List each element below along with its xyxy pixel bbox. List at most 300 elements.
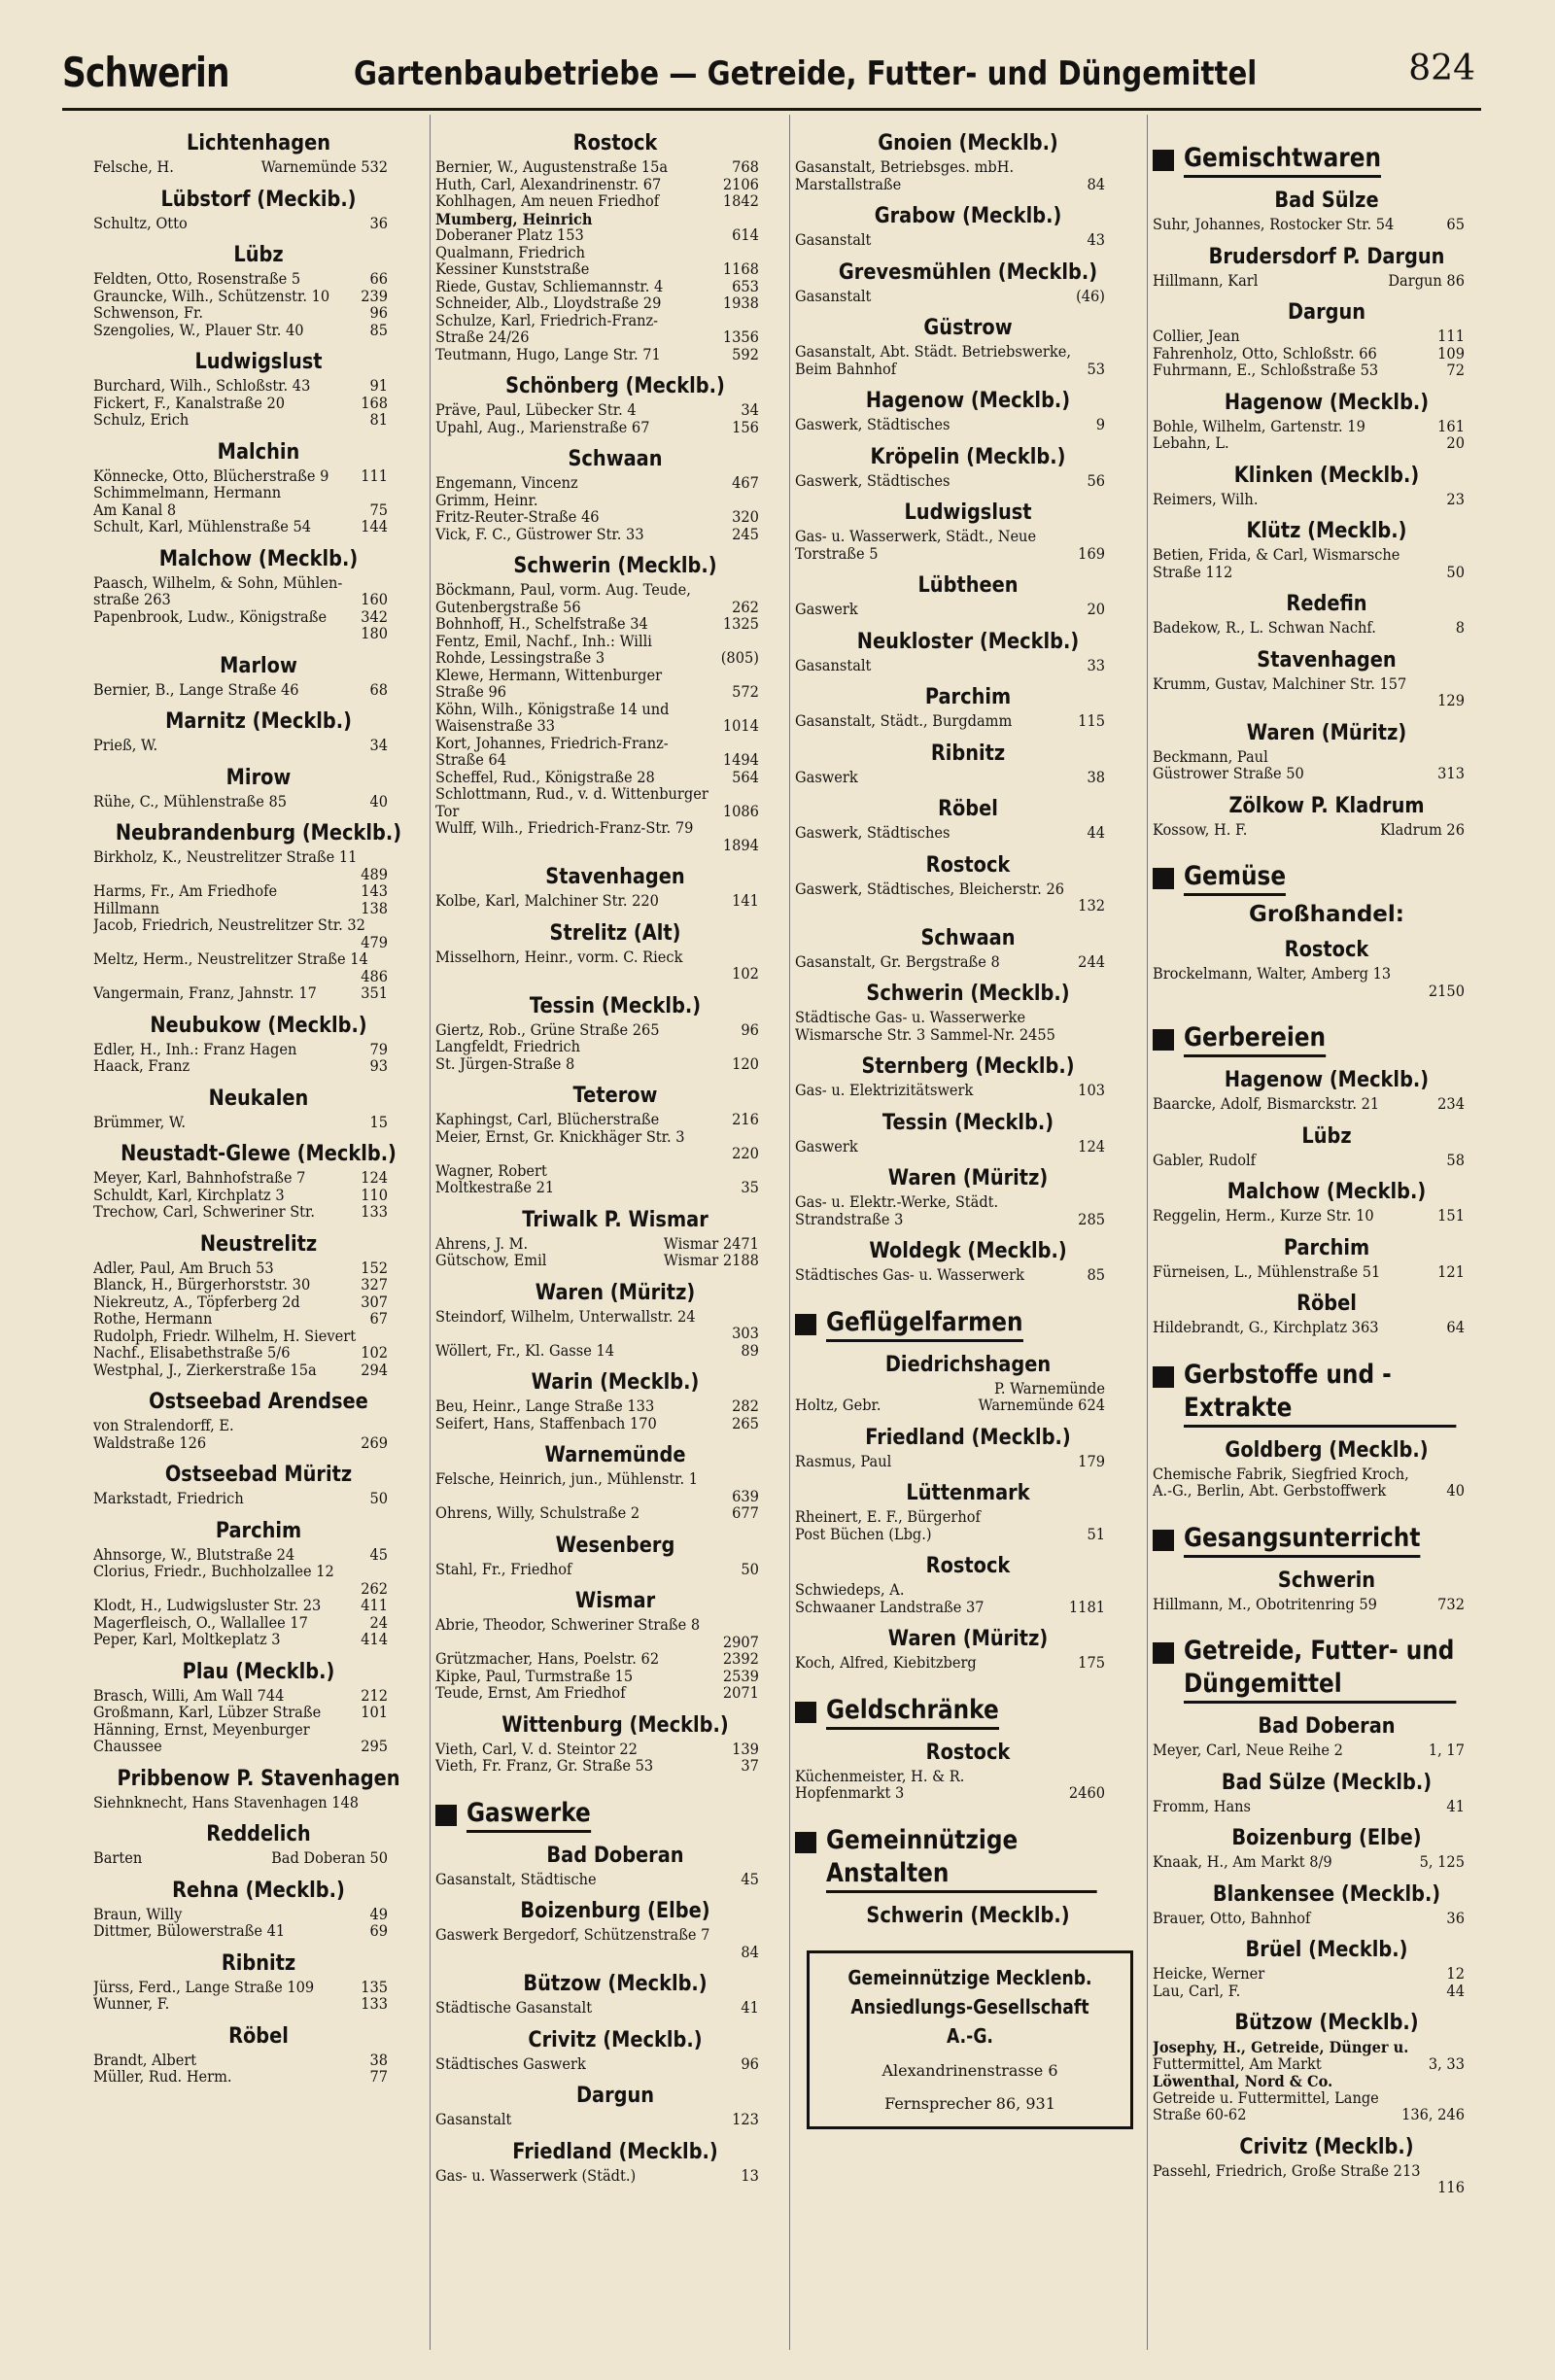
listing-entry xyxy=(93,396,423,413)
listing-name: Hillmann, Karl xyxy=(1153,271,1259,290)
locality-heading: Bad Doberan xyxy=(546,1843,684,1868)
listing-name: Straße 112 xyxy=(1153,563,1233,581)
listing-entry xyxy=(435,804,794,821)
listing-phone: 169 xyxy=(1078,544,1105,563)
listing-name: Gütschow, Emil xyxy=(435,1252,547,1269)
locality-heading: Waren (Müritz) xyxy=(887,1166,1049,1190)
listing-entry xyxy=(435,1343,794,1361)
section-heading xyxy=(795,1824,1141,1893)
listing-name: Fuhrmann, E., Schloßstraße 53 xyxy=(1153,362,1379,379)
listing-entry xyxy=(795,1454,1140,1471)
locality-heading: Bad Doberan xyxy=(1258,1714,1396,1739)
listing-name xyxy=(435,1488,440,1505)
listing-phone: 12 xyxy=(1446,1965,1465,1983)
listing-entry xyxy=(795,1527,1140,1544)
section-title-text: Gerbstoffe und -Extrakte xyxy=(1184,1359,1456,1428)
listing-entry xyxy=(435,402,794,420)
listing-phone: Kladrum 26 xyxy=(1380,820,1465,839)
listing-name: Edler, H., Inh.: Franz Hagen xyxy=(93,1040,297,1058)
listing-name: Lau, Carl, F. xyxy=(1153,1982,1241,2000)
section-heading xyxy=(435,1797,795,1833)
listing-phone: 91 xyxy=(369,377,389,395)
listing-name: Fahrenholz, Otto, Schloßstr. 66 xyxy=(1153,344,1377,362)
listing-entry xyxy=(93,1598,423,1615)
locality-heading: Schwaan xyxy=(568,447,663,471)
listing-name: Brandt, Albert xyxy=(93,2051,197,2069)
listing-phone: 50 xyxy=(741,1560,759,1578)
locality-heading: Neukloster (Mecklb.) xyxy=(856,629,1080,654)
listing-name: Stahl, Fr., Friedhof xyxy=(435,1560,572,1578)
listing-phone: 144 xyxy=(361,518,389,535)
listing-entry xyxy=(795,658,1140,675)
listing-name xyxy=(93,625,98,642)
listing-entry xyxy=(795,344,1140,362)
listing-name: Am Kanal 8 xyxy=(93,500,177,519)
listing-name: Grützmacher, Hans, Poelstr. 62 xyxy=(435,1650,660,1668)
listing-entry xyxy=(435,1326,794,1343)
listing-phone: 121 xyxy=(1437,1262,1465,1281)
listing-entry xyxy=(795,1582,1140,1600)
listing-entry xyxy=(435,1022,794,1040)
listing-name: Nachf., Elisabethstraße 5/6 xyxy=(93,1344,291,1362)
section-title-text: Getreide, Futter- und Düngemittel xyxy=(1184,1635,1456,1704)
listing-entry xyxy=(93,592,423,609)
listing-name: Gaswerk, Städtisches xyxy=(795,824,950,842)
listing-entry xyxy=(795,1010,1140,1027)
listing-phone: 44 xyxy=(1087,824,1105,842)
listing-phone: 129 xyxy=(1437,692,1465,709)
listing-phone: 262 xyxy=(361,1579,389,1598)
listing-phone: 653 xyxy=(732,277,759,295)
listing-name: Strandstraße 3 xyxy=(795,1210,904,1228)
listing-name: Marstallstraße xyxy=(795,175,902,193)
locality-heading: Wismar xyxy=(574,1589,656,1613)
locality-heading: Waren (Müritz) xyxy=(887,1627,1049,1651)
listing-name: Steindorf, Wilhelm, Unterwallstr. 24 xyxy=(435,1307,696,1326)
listing-entry xyxy=(435,1163,794,1181)
locality-heading: Friedland (Mecklb.) xyxy=(865,1425,1071,1450)
listing-entry xyxy=(1153,1096,1500,1114)
listing-phone: 285 xyxy=(1078,1210,1105,1228)
listing-name: Schuldt, Karl, Kirchplatz 3 xyxy=(93,1186,285,1204)
listing-phone: 179 xyxy=(1078,1452,1105,1470)
listing-name: Bernier, W., Augustenstraße 15a xyxy=(435,158,669,176)
listing-phone: 2392 xyxy=(722,1650,759,1668)
locality-heading: Crivitz (Mecklb.) xyxy=(1239,2134,1414,2159)
listing-entry xyxy=(1153,2039,1500,2056)
listing-name: Badekow, R., L. Schwan Nachf. xyxy=(1153,619,1376,637)
listing-name: Schultz, Otto xyxy=(93,214,188,232)
listing-name: Ahnsorge, W., Blutstraße 24 xyxy=(93,1545,295,1564)
listing-entry xyxy=(435,1056,794,1074)
listing-name: Getreide u. Futtermittel, Lange xyxy=(1153,2088,1379,2107)
listing-phone: 111 xyxy=(1437,328,1465,345)
locality-heading: Bad Sülze (Mecklb.) xyxy=(1221,1770,1433,1795)
listing-entry xyxy=(93,1923,423,1941)
locality-heading: Hagenow (Mecklb.) xyxy=(865,389,1071,413)
locality-heading: Tessin (Mecklb.) xyxy=(881,1110,1054,1135)
ad-street: Alexandrinenstrasse 6 xyxy=(881,2060,1058,2080)
listing-entry xyxy=(1153,766,1500,783)
listing-entry xyxy=(1153,1264,1500,1282)
listing-phone: 2071 xyxy=(722,1684,759,1702)
listing-name: Fromm, Hans xyxy=(1153,1797,1252,1815)
listing-entry xyxy=(93,849,423,867)
listing-phone: 220 xyxy=(732,1145,759,1162)
listing-entry xyxy=(93,305,423,323)
listing-phone: Bad Doberan 50 xyxy=(271,1849,389,1867)
listing-name: Meyer, Carl, Neue Reihe 2 xyxy=(1153,1742,1343,1759)
listing-phone: 2539 xyxy=(722,1667,759,1685)
listing-entry xyxy=(1153,620,1500,638)
listing-name: Böckmann, Paul, vorm. Aug. Teude, xyxy=(435,581,691,599)
listing-entry xyxy=(93,378,423,396)
listing-name: Gasanstalt, Abt. Städt. Betriebswerke, xyxy=(795,343,1071,361)
listing-entry xyxy=(435,1651,794,1669)
locality-heading: Bützow (Mecklb.) xyxy=(1234,2011,1419,2035)
listing-phone: 45 xyxy=(369,1545,389,1564)
listing-entry xyxy=(93,1491,423,1508)
listing-phone: 84 xyxy=(741,1943,759,1961)
listing-name: Städtische Gas- u. Wasserwerke xyxy=(795,1009,1026,1026)
locality-heading: Stavenhagen xyxy=(1257,647,1397,673)
section-title xyxy=(1184,1522,1420,1558)
listing-entry xyxy=(435,1253,794,1270)
listing-entry xyxy=(1153,1966,1500,1983)
listing-entry xyxy=(435,1505,794,1523)
listing-name xyxy=(795,897,800,914)
listing-name: Schult, Karl, Mühlenstraße 54 xyxy=(93,518,312,535)
listing-name: Qualmann, Friedrich xyxy=(435,243,586,261)
listing-entry xyxy=(435,1129,794,1147)
listing-name: Meltz, Herm., Neustrelitzer Straße 14 xyxy=(93,950,368,968)
listing-phone: 212 xyxy=(361,1686,389,1705)
listing-name: Grimm, Heinr. xyxy=(435,491,538,509)
locality-heading: Neubrandenburg (Mecklb.) xyxy=(115,821,402,845)
listing-entry xyxy=(435,1180,794,1197)
locality-heading: Schwaan xyxy=(920,925,1016,950)
listing-entry xyxy=(93,1615,423,1633)
listing-name: Braun, Willy xyxy=(93,1905,183,1923)
listing-phone: 43 xyxy=(1087,231,1105,249)
locality-heading: Mirow xyxy=(225,765,292,790)
listing-phone: 564 xyxy=(732,768,759,786)
listing-entry xyxy=(1153,1742,1500,1760)
locality-heading: Bützow (Mecklb.) xyxy=(523,1972,708,1996)
listing-name: Papenbrook, Ludw., Königstraße xyxy=(93,607,328,626)
listing-phone: 239 xyxy=(361,287,389,305)
listing-name: Hänning, Ernst, Meyenburger xyxy=(93,1720,310,1739)
listing-name: Gasanstalt xyxy=(795,287,872,305)
listing-phone: 5, 125 xyxy=(1419,1853,1465,1871)
listing-name: Straße 64 xyxy=(435,751,507,769)
listing-entry xyxy=(435,752,794,770)
listing-name: Löwenthal, Nord & Co. xyxy=(1153,2072,1333,2090)
listing-name: Straße 60-62 xyxy=(1153,2106,1247,2123)
listing-name: Fürneisen, L., Mühlenstraße 51 xyxy=(1153,1262,1381,1281)
listing-name: St. Jürgen-Straße 8 xyxy=(435,1054,575,1073)
locality-heading: Rostock xyxy=(925,1740,1011,1765)
section-marker xyxy=(1153,150,1174,171)
listing-phone: 96 xyxy=(741,1020,759,1039)
locality-heading: Schwerin (Mecklb.) xyxy=(866,982,1070,1006)
listing-entry xyxy=(435,718,794,736)
listing-entry xyxy=(435,1685,794,1703)
listing-entry xyxy=(1153,419,1500,436)
section-title-text: Gesangsunterricht xyxy=(1184,1522,1420,1558)
listing-name: Schwenson, Fr. xyxy=(93,304,204,322)
listing-phone: Warnemünde 624 xyxy=(978,1397,1105,1414)
listing-entry xyxy=(93,1418,423,1435)
listing-name: Küchenmeister, H. & R. xyxy=(795,1767,965,1785)
listing-name: Gaswerk xyxy=(795,768,858,786)
listing-phone: 2106 xyxy=(722,175,759,193)
listing-entry xyxy=(93,271,423,289)
listing-phone: 141 xyxy=(732,892,759,910)
listing-phone: 66 xyxy=(369,270,389,288)
listing-entry xyxy=(1153,966,1500,983)
listing-name: Gas- u. Elektr.-Werke, Städt. xyxy=(795,1193,999,1211)
listing-name: Rasmus, Paul xyxy=(795,1452,892,1470)
listing-entry xyxy=(93,1688,423,1706)
listing-phone: 38 xyxy=(1087,768,1105,786)
listing-entry xyxy=(1153,1854,1500,1872)
listing-name: A.-G., Berlin, Abt. Gerbstoffwerk xyxy=(1153,1482,1387,1500)
listing-entry xyxy=(1153,1153,1500,1170)
listing-name: Barten xyxy=(93,1849,143,1867)
listing-entry xyxy=(795,1139,1140,1156)
listing-phone: (805) xyxy=(720,649,759,667)
listing-name: Paasch, Wilhelm, & Sohn, Mühlen- xyxy=(93,573,343,592)
listing-phone: 40 xyxy=(1446,1482,1465,1500)
listing-phone: 303 xyxy=(732,1325,759,1342)
locality-heading: Kröpelin (Mecklb.) xyxy=(870,444,1066,469)
listing-entry xyxy=(1153,492,1500,509)
listing-phone: 1181 xyxy=(1068,1598,1105,1616)
listing-phone: 44 xyxy=(1446,1982,1465,2000)
listing-entry xyxy=(93,1311,423,1328)
locality-heading: Zölkow P. Kladrum xyxy=(1228,793,1425,818)
listing-name: Clorius, Friedr., Buchholzallee 12 xyxy=(93,1563,334,1580)
listing-entry xyxy=(435,820,794,838)
locality-heading: Diedrichshagen xyxy=(884,1352,1052,1377)
listing-name: Schulze, Karl, Friedrich-Franz- xyxy=(435,311,659,329)
listing-entry xyxy=(795,1194,1140,1212)
locality-heading: Hagenow (Mecklb.) xyxy=(1224,390,1430,415)
listing-name: Moltkestraße 21 xyxy=(435,1179,555,1196)
listing-name: Gasanstalt, Städtische xyxy=(435,1870,597,1888)
listing-entry xyxy=(93,901,423,918)
listing-entry xyxy=(1153,547,1500,565)
listing-name: Krumm, Gustav, Malchiner Str. 157 xyxy=(1153,674,1407,693)
listing-name: Brockelmann, Walter, Amberg 13 xyxy=(1153,965,1392,983)
listing-phone: 245 xyxy=(732,525,759,543)
listing-name xyxy=(795,1380,800,1397)
locality-heading: Lübtheen xyxy=(917,573,1019,598)
listing-name: Gaswerk Bergedorf, Schützenstraße 7 xyxy=(435,1926,710,1944)
listing-name: Reggelin, Herm., Kurze Str. 10 xyxy=(1153,1207,1374,1224)
listing-phone: 41 xyxy=(1446,1797,1465,1815)
locality-heading: Reddelich xyxy=(206,1822,311,1846)
locality-heading: Rostock xyxy=(1284,938,1369,962)
listing-entry xyxy=(795,362,1140,379)
listing-name: Gabler, Rudolf xyxy=(1153,1151,1257,1169)
listing-phone: 67 xyxy=(369,1310,389,1328)
locality-heading: Lichtenhagen xyxy=(186,131,331,155)
listing-entry xyxy=(1153,2073,1500,2090)
listing-entry xyxy=(795,825,1140,843)
listing-name: Schulz, Erich xyxy=(93,411,190,429)
listing-entry xyxy=(93,575,423,593)
listing-entry xyxy=(795,770,1140,787)
listing-name: Beckmann, Paul xyxy=(1153,747,1268,766)
listing-entry xyxy=(93,985,423,1003)
section-title xyxy=(1184,860,1286,896)
listing-phone: 116 xyxy=(1437,2179,1465,2196)
listing-entry xyxy=(435,1398,794,1416)
locality-heading: Ostseebad Arendsee xyxy=(149,1390,368,1414)
listing-entry xyxy=(1153,1911,1500,1928)
listing-name: Schwiedeps, A. xyxy=(795,1581,905,1599)
listing-entry xyxy=(93,794,423,811)
listing-phone: 295 xyxy=(361,1738,389,1755)
listing-entry xyxy=(1153,749,1500,767)
section-title-text: Gemeinnützige Anstalten xyxy=(826,1824,1097,1893)
listing-phone: 244 xyxy=(1078,952,1105,971)
listing-name: Gaswerk xyxy=(795,1137,858,1156)
listing-phone: 120 xyxy=(732,1054,759,1073)
listing-entry xyxy=(435,347,794,364)
listing-name: Gasanstalt xyxy=(795,231,872,249)
listing-name: Knaak, H., Am Markt 8/9 xyxy=(1153,1853,1332,1871)
listing-entry xyxy=(435,1927,794,1945)
listing-phone: 64 xyxy=(1446,1319,1465,1336)
listing-entry xyxy=(93,2069,423,2087)
listing-phone: 84 xyxy=(1087,175,1105,193)
listing-entry xyxy=(435,245,794,262)
locality-heading: Marnitz (Mecklb.) xyxy=(165,709,352,734)
listing-entry xyxy=(93,969,423,986)
listing-entry xyxy=(93,1260,423,1278)
listing-name: Futtermittel, Am Markt xyxy=(1153,2054,1322,2073)
listing-entry xyxy=(435,949,794,967)
listing-entry xyxy=(1153,1983,1500,2001)
listing-name: Kaphingst, Carl, Blücherstraße xyxy=(435,1111,660,1128)
listing-name xyxy=(93,866,98,883)
listing-name: Schlottmann, Rud., v. d. Wittenburger xyxy=(435,785,708,803)
listing-name: Jürss, Ferd., Lange Straße 109 xyxy=(93,1978,315,1996)
listing-name: Wunner, F. xyxy=(93,1995,170,2013)
listing-phone: 1168 xyxy=(722,260,759,278)
listing-entry xyxy=(435,1872,794,1889)
locality-heading: Plau (Mecklb.) xyxy=(182,1659,335,1684)
listing-phone: 124 xyxy=(361,1169,389,1187)
listing-name: Bohle, Wilhelm, Gartenstr. 19 xyxy=(1153,417,1365,435)
section-marker xyxy=(435,1805,457,1826)
listing-entry xyxy=(435,2056,794,2074)
listing-name: Gaswerk, Städtisches xyxy=(795,471,950,490)
listing-name: Abrie, Theodor, Schweriner Straße 8 xyxy=(435,1616,701,1634)
listing-phone: 479 xyxy=(361,933,389,951)
locality-heading: Röbel xyxy=(938,797,998,821)
listing-phone: 65 xyxy=(1446,216,1465,233)
column-3 xyxy=(795,121,1141,2129)
section-marker xyxy=(795,1314,816,1335)
locality-heading: Goldberg (Mecklb.) xyxy=(1225,1437,1429,1463)
listing-entry xyxy=(795,1381,1140,1398)
listing-entry xyxy=(93,1115,423,1132)
section-title-text: Gerbereien xyxy=(1184,1021,1326,1057)
listing-name: Fritz-Reuter-Straße 46 xyxy=(435,508,600,526)
listing-phone: 1014 xyxy=(722,717,759,735)
listing-entry xyxy=(795,1509,1140,1527)
listing-entry xyxy=(93,1328,423,1346)
listing-phone: 414 xyxy=(361,1631,389,1648)
listing-phone: 96 xyxy=(741,2054,759,2073)
locality-heading: Waren (Müritz) xyxy=(1246,720,1407,745)
listing-phone: 58 xyxy=(1446,1151,1465,1169)
listing-phone: 161 xyxy=(1437,417,1465,435)
listing-phone: 1356 xyxy=(722,328,759,346)
listing-entry xyxy=(93,485,423,502)
listing-entry xyxy=(435,1112,794,1129)
locality-heading: Schwerin (Mecklb.) xyxy=(866,1903,1070,1928)
listing-entry xyxy=(435,1669,794,1686)
listing-name: Gaswerk xyxy=(795,601,858,618)
listing-entry xyxy=(795,1655,1140,1673)
listing-name: Gasanstalt xyxy=(435,2111,512,2128)
listing-entry xyxy=(1153,217,1500,234)
listing-name: Rohde, Lessingstraße 3 xyxy=(435,649,605,667)
listing-phone: 50 xyxy=(369,1490,389,1507)
section-marker xyxy=(795,1832,816,1853)
listing-entry xyxy=(93,159,423,177)
listing-phone: 34 xyxy=(369,737,389,754)
listing-phone: 8 xyxy=(1455,619,1465,637)
listing-name: Ohrens, Willy, Schulstraße 2 xyxy=(435,1504,640,1522)
listing-entry xyxy=(435,193,794,211)
locality-heading: Neustrelitz xyxy=(199,1231,318,1257)
listing-name: Meyer, Karl, Bahnhofstraße 7 xyxy=(93,1169,306,1187)
listing-entry xyxy=(93,1188,423,1205)
section-title-text: Gemüse xyxy=(1184,860,1286,896)
listing-phone: 1325 xyxy=(722,615,759,633)
listing-name: Gas- u. Elektrizitätswerk xyxy=(795,1082,974,1099)
listing-name: Engemann, Vincenz xyxy=(435,474,578,492)
locality-heading: Wesenberg xyxy=(555,1533,675,1558)
listing-name: Wöllert, Fr., Kl. Gasse 14 xyxy=(435,1341,615,1360)
section-heading xyxy=(1153,1021,1501,1057)
listing-name: Lebahn, L. xyxy=(1153,434,1229,452)
listing-entry xyxy=(1153,693,1500,710)
listing-entry xyxy=(435,2000,794,2018)
listing-entry xyxy=(795,1785,1140,1803)
listing-name: Gasanstalt, Gr. Bergstraße 8 xyxy=(795,952,1000,971)
listing-entry xyxy=(1153,1320,1500,1337)
listing-entry xyxy=(93,867,423,884)
listing-entry xyxy=(93,289,423,306)
column-rule xyxy=(1147,115,1148,2350)
listing-name xyxy=(1153,983,1158,1000)
listing-entry xyxy=(435,1562,794,1579)
listing-name: Wagner, Robert xyxy=(435,1161,547,1180)
section-title-text: Gaswerke xyxy=(466,1797,591,1833)
listing-phone: 489 xyxy=(361,865,389,883)
listing-entry xyxy=(93,1435,423,1453)
listing-entry xyxy=(93,1705,423,1722)
section-title xyxy=(826,1824,1097,1893)
listing-entry xyxy=(435,893,794,911)
